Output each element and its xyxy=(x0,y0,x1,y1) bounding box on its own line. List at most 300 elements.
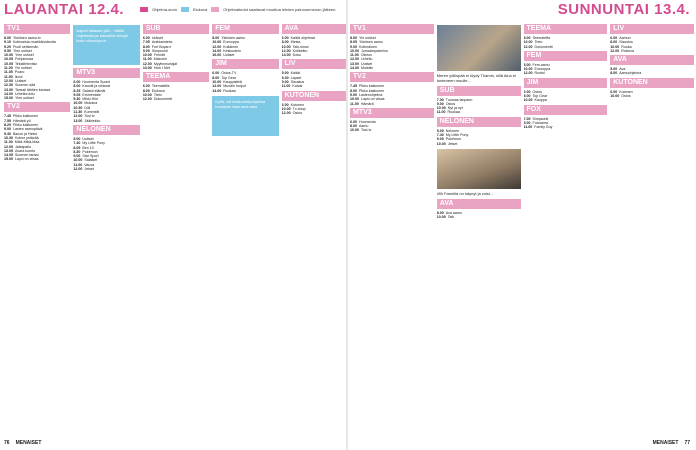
program-time: 8.00 xyxy=(610,71,618,76)
program-time: 14.00 xyxy=(212,88,222,93)
program-time: 9.00 xyxy=(350,92,357,97)
program-time: 6.00 xyxy=(212,71,220,76)
program-row xyxy=(524,71,608,75)
program-title: Kutonen xyxy=(619,89,633,94)
program-title: Fort Boyard xyxy=(151,44,171,49)
program-title: Tosi-tv xyxy=(361,128,372,133)
channel-header: AVA xyxy=(282,24,348,34)
legend xyxy=(140,7,348,12)
program-time: 10.00 xyxy=(142,92,152,97)
program-title: Kuivat xyxy=(292,84,303,89)
right-columns xyxy=(350,22,694,434)
program-time: 7.00 xyxy=(436,97,444,102)
program-time: 10.00 xyxy=(142,53,152,58)
program-title: Top Gear xyxy=(221,75,237,80)
program-time: 8.30 xyxy=(281,75,289,80)
program-title: Talk-show xyxy=(292,44,309,49)
program-time: 11.50 xyxy=(4,74,13,79)
program-time: 8.00 xyxy=(350,88,357,93)
channel-header: AVA xyxy=(610,55,694,65)
program-time: 8.00 xyxy=(523,36,531,40)
program-time: 10.00 xyxy=(212,80,222,85)
program-title: Teemaleffa xyxy=(151,84,170,89)
program-title: Kotimainen xyxy=(359,44,377,49)
program-title: Suomen sää xyxy=(15,83,36,88)
program-title: Sisustus xyxy=(290,80,305,85)
program-title: Keskustelu xyxy=(223,48,241,53)
program-title: Ylen uutiset xyxy=(15,96,34,101)
program-title: Lapsi on viisas xyxy=(15,157,39,162)
program-row xyxy=(350,128,434,132)
program-time: 8.25 xyxy=(73,88,81,93)
program-title: Yle uutiset xyxy=(14,66,32,71)
program-row xyxy=(73,167,139,171)
program-title: Fem aamu xyxy=(532,62,550,67)
program-title: Kummelit xyxy=(84,110,100,115)
channel-header: LIV xyxy=(282,59,348,69)
program-time: 13.00 xyxy=(142,66,152,71)
program-time: 11.00 xyxy=(142,57,152,62)
program-title: Pikku kakkonen xyxy=(359,88,385,93)
channel-header: KUTONEN xyxy=(282,91,348,101)
channel-header: JIM xyxy=(524,78,608,88)
program-title: Ruokaa xyxy=(223,88,236,93)
photo-caption: Meren yöllispää ei löydy Thamin, sillä Aino ei tunteneen muulle... xyxy=(436,73,517,83)
program-time: 6.00 xyxy=(281,102,289,107)
program-row xyxy=(143,66,209,70)
program-title: Ben 10 xyxy=(82,145,94,150)
channel-header: FOX xyxy=(524,105,608,115)
program-title: Ikoni xyxy=(14,74,23,79)
program-time: 11.00 xyxy=(523,125,533,130)
program-time: 9.00 xyxy=(436,101,444,106)
program-title: Ostos xyxy=(621,94,631,99)
photo xyxy=(437,149,521,189)
program-title: My Little Pony xyxy=(445,133,469,138)
program-time: 12.00 xyxy=(4,144,13,149)
program-title: Pikku kakkonen xyxy=(13,123,39,128)
program-time: 15.00 xyxy=(4,96,13,101)
program-title: Pikku kakkonen xyxy=(359,84,385,89)
program-time: 11.05 xyxy=(4,70,13,75)
program-title: Hämärä xyxy=(360,101,374,106)
channel-header: KUTONEN xyxy=(610,78,694,88)
program-title: Hämärä yö xyxy=(13,118,31,123)
program-time: 7.00 xyxy=(523,116,531,121)
program-title: Suomen tanssi xyxy=(15,153,39,158)
program-title: Salatut elämät xyxy=(82,88,106,93)
program-title: Avara luonto xyxy=(15,148,36,153)
program-title: Ava aamu xyxy=(445,210,462,215)
magazine-name: MENAISET xyxy=(652,440,679,446)
program-time: 6.00 xyxy=(523,89,531,94)
program-title: Uutiset xyxy=(151,36,163,40)
channel-header: NELONEN xyxy=(437,117,521,127)
program-time: 11.00 xyxy=(281,84,291,89)
program-time: 10.00 xyxy=(350,48,359,53)
program-title: Jääkiekko xyxy=(84,118,101,123)
program-time: 9.00 xyxy=(4,127,11,132)
program-time: 8.00 xyxy=(281,40,289,45)
program-time: 6.00 xyxy=(281,36,289,40)
program-title: Simpsonit xyxy=(532,116,549,121)
program-time: 7.55 xyxy=(4,118,11,123)
program-time: 9.00 xyxy=(523,120,531,125)
photo xyxy=(437,25,521,71)
program-time: 10.00 xyxy=(523,40,533,45)
program-title: Uutiset xyxy=(82,136,94,141)
program-title: Family Guy xyxy=(534,125,553,130)
program-title: Tv-shop xyxy=(292,106,306,111)
program-time: 7.40 xyxy=(436,133,444,138)
program-title: Puoli seitsemän xyxy=(13,44,39,49)
photo-caption: Villi Farmilla on käynyt ja voisi... xyxy=(436,190,494,196)
program-time: 12.00 xyxy=(610,48,620,53)
program-title: Top Gear xyxy=(532,94,548,99)
magazine-name: MENAISET xyxy=(15,440,42,446)
program-title: Bacon ja Helmi xyxy=(13,131,38,136)
program-time: 11.30 xyxy=(73,110,83,115)
program-row xyxy=(212,53,278,57)
program-title: Ruotsi xyxy=(534,71,545,76)
program-time: 10.00 xyxy=(73,158,83,163)
program-title: Jalkapallo xyxy=(15,144,31,149)
program-time: 10.00 xyxy=(436,106,446,111)
program-row xyxy=(437,215,521,219)
channel-header: TV2 xyxy=(350,72,434,82)
program-time: 9.00 xyxy=(142,48,150,53)
program-row xyxy=(143,97,209,101)
program-row xyxy=(524,125,608,129)
program-time: 10.30 xyxy=(4,135,13,140)
program-time: 11.00 xyxy=(73,162,83,167)
program-time: 5.00 xyxy=(73,136,81,141)
program-time: 10.00 xyxy=(523,67,533,72)
legend-label: Ohjelmatiedot saattavat muuttua lehden painoonmenon jälkeen. xyxy=(223,6,337,12)
program-time: 12.00 xyxy=(73,167,83,172)
program-time: 12.00 xyxy=(281,111,291,116)
program-time: 8.00 xyxy=(142,44,150,49)
program-title: Vauva xyxy=(84,162,95,167)
page-number: 76 xyxy=(4,440,10,446)
program-time: 10.00 xyxy=(73,101,83,106)
star-swatch-icon xyxy=(211,7,219,12)
program-time: 9.20 xyxy=(4,44,11,49)
program-time: 14.00 xyxy=(4,91,13,96)
program-title: Huomenta Suomi xyxy=(82,80,111,84)
program-time: 11.00 xyxy=(350,53,359,58)
program-time: 6.00 xyxy=(73,80,81,84)
program-time: 10.05 xyxy=(4,61,13,66)
left-day-title: LAUANTAI 12.4. xyxy=(4,0,125,18)
channel-header: MTV3 xyxy=(350,108,434,118)
program-title: How I Met xyxy=(153,66,170,71)
program-title: Jumalanpalvelus xyxy=(361,48,388,53)
program-time: 11.00 xyxy=(436,110,446,115)
program-title: Tieto xyxy=(153,92,162,97)
channel-header: TEEMA xyxy=(143,72,209,82)
program-time: 9.40 xyxy=(4,131,11,136)
program-title: Lapsi on viisas xyxy=(361,97,385,102)
program-row xyxy=(610,49,694,53)
program-time: 16.00 xyxy=(212,53,222,58)
program-title: Ruokaa xyxy=(447,110,460,115)
program-title: Lapset xyxy=(290,75,302,80)
program-title: Sisustus xyxy=(619,40,633,45)
program-title: Kauppalehti xyxy=(223,80,243,85)
program-row xyxy=(524,98,608,102)
channel-header: MTV3 xyxy=(73,68,139,78)
channel-header: TV1 xyxy=(350,24,434,34)
program-title: Ostos xyxy=(532,89,542,94)
program-title: Aamu xyxy=(359,124,369,129)
program-title: Arabianranta xyxy=(151,40,173,45)
program-title: Kaikki ohjelmat xyxy=(290,36,315,40)
program-time: 10.00 xyxy=(350,128,359,133)
program-title: Tekstitelevisio xyxy=(15,61,38,66)
program-time: 11.00 xyxy=(350,101,359,106)
left-footer xyxy=(4,438,348,448)
program-time: 10.00 xyxy=(436,141,446,146)
program-time: 12.00 xyxy=(73,114,83,119)
program-time: 6.00 xyxy=(142,36,150,40)
program-row xyxy=(610,71,694,75)
program-row xyxy=(282,111,348,115)
program-time: 12.00 xyxy=(523,44,533,49)
program-title: Urheilu xyxy=(361,57,373,62)
program-time: 10.00 xyxy=(610,44,620,49)
program-title: Dokumentti xyxy=(153,97,172,102)
program-title: Pokémon xyxy=(445,137,461,142)
page-number: 77 xyxy=(684,440,690,446)
program-time: 7.40 xyxy=(73,141,81,146)
right-day-title: SUNNUNTAI 13.4. xyxy=(557,0,690,18)
program-title: Aamun xyxy=(619,36,631,40)
program-time: 6.00 xyxy=(610,36,618,40)
program-time: 10.05 xyxy=(4,57,13,62)
program-row xyxy=(437,142,521,146)
program-time: 9.00 xyxy=(281,80,289,85)
program-row xyxy=(282,53,348,57)
program-row xyxy=(524,45,608,49)
program-time: 9.10 xyxy=(4,40,11,45)
program-title: Eurooppa xyxy=(223,40,239,45)
program-title: My Little Pony xyxy=(82,141,105,146)
program-time: 8.05 xyxy=(73,145,81,150)
program-title: Tieto xyxy=(534,40,543,45)
promo-box: Kyllä, vai keskusteluohjelma torstaisin taas taas taas xyxy=(212,96,278,136)
program-time: 12.00 xyxy=(142,61,152,66)
program-time: 13.00 xyxy=(4,87,13,92)
program-title: Kotimaisia musiikkivideoita xyxy=(13,40,56,45)
program-title: Ykkösen aamu-tv xyxy=(13,36,41,40)
program-time: 10.00 xyxy=(436,215,446,220)
program-time: 9.00 xyxy=(350,44,357,49)
program-title: Malcolm xyxy=(153,57,167,62)
program-row xyxy=(350,102,434,106)
program-title: Star Sport xyxy=(82,154,99,159)
program-time: 8.00 xyxy=(73,84,81,89)
program-title: Ruoka xyxy=(621,44,632,49)
promo-box: Aapeli hälaavs yllä... Näillä ohjelmalla ja kanavilla viihdyt koko viikonlopun. xyxy=(73,25,139,65)
program-time: 13.00 xyxy=(73,118,83,123)
program-title: Pikku kakkonen xyxy=(13,114,39,119)
program-time: 8.00 xyxy=(436,210,444,215)
program-title: Ykkösen aamu xyxy=(359,40,383,45)
program-time: 8.00 xyxy=(350,124,357,129)
program-title: Ostos xyxy=(445,101,456,106)
program-time: 6.00 xyxy=(350,119,357,124)
program-time: 5.00 xyxy=(281,71,289,76)
program-title: Elokuva xyxy=(151,88,165,93)
program-time: 14.00 xyxy=(281,53,291,58)
column xyxy=(212,22,278,434)
column xyxy=(282,22,348,434)
program-title: Mukana xyxy=(84,101,98,106)
column xyxy=(524,22,608,434)
program-time: 8.00 xyxy=(523,94,531,99)
program-title: Lastenohjelma xyxy=(359,92,383,97)
program-time: 8.00 xyxy=(523,62,531,67)
program-row xyxy=(350,66,434,70)
channel-header: FEM xyxy=(212,24,278,34)
program-title: Lasten aamupäivä xyxy=(13,127,43,132)
program-time: 9.05 xyxy=(73,92,81,97)
program-title: Aamuohjelma xyxy=(619,71,642,76)
program-time: 13.05 xyxy=(4,148,13,153)
program-time: 12.00 xyxy=(523,71,533,76)
program-title: Simpsonit xyxy=(151,48,168,53)
channel-header: FEM xyxy=(524,51,608,61)
program-time: 10.00 xyxy=(610,94,620,99)
program-time: 10.00 xyxy=(281,106,291,111)
program-title: Muistiin xyxy=(361,66,374,71)
program-time: 9.00 xyxy=(436,137,444,142)
left-page xyxy=(4,0,348,450)
right-footer xyxy=(350,438,694,448)
program-time: 12.30 xyxy=(4,83,13,88)
channel-header: TV2 xyxy=(4,102,70,112)
program-title: Mikki Hiiri xyxy=(82,97,98,102)
program-time: 8.00 xyxy=(4,36,11,40)
program-title: Salaiset xyxy=(84,158,98,163)
left-header xyxy=(4,0,348,18)
program-row xyxy=(437,110,521,114)
program-row xyxy=(4,157,70,161)
program-row xyxy=(282,84,348,88)
program-title: Talk xyxy=(447,215,455,220)
program-time: 8.20 xyxy=(4,123,11,128)
program-time: 10.00 xyxy=(212,40,222,45)
program-time: 14.05 xyxy=(4,153,13,158)
program-title: Kauniit ja rohkeat xyxy=(82,84,111,89)
program-title: Ostos-TV xyxy=(221,71,237,76)
program-title: Urheiluruutu xyxy=(15,91,35,96)
program-time: 9.50 xyxy=(4,48,11,53)
program-title: Yle uutiset xyxy=(359,36,376,40)
program-title: Mesta xyxy=(290,40,301,45)
column xyxy=(350,22,434,434)
program-time: 12.00 xyxy=(212,44,222,49)
program-time: 6.00 xyxy=(142,84,150,89)
program-title: Ava xyxy=(619,67,626,72)
program-title: Huomenta xyxy=(359,119,376,124)
program-title: Nyt ja nyt xyxy=(447,106,463,111)
left-columns xyxy=(4,22,348,434)
program-time: 10.00 xyxy=(350,97,359,102)
channel-header: TEEMA xyxy=(524,24,608,34)
legend-label: Ohjelma-arvio xyxy=(152,6,177,12)
program-time: 9.30 xyxy=(73,97,81,102)
channel-header: LIV xyxy=(610,24,694,34)
program-time: 12.00 xyxy=(281,48,291,53)
program-title: Kaikki xyxy=(290,71,301,76)
program-time: 8.00 xyxy=(212,75,220,80)
right-header xyxy=(350,0,694,18)
program-time: 11.00 xyxy=(4,140,13,145)
program-time: 8.00 xyxy=(212,36,220,40)
program-time: 8.05 xyxy=(350,40,357,45)
program-row xyxy=(212,89,278,93)
program-title: Frendit xyxy=(153,53,165,58)
program-title: Myytinmurtajat xyxy=(153,61,178,66)
program-title: Kutonen xyxy=(290,102,305,107)
program-title: Jetset xyxy=(447,141,458,146)
program-time: 12.00 xyxy=(212,84,222,89)
program-title: Tosi tv xyxy=(84,114,95,119)
gutter xyxy=(346,0,348,450)
program-title: Dokumentti xyxy=(534,44,553,49)
program-row xyxy=(610,94,694,98)
program-time: 7.45 xyxy=(350,84,357,89)
program-time: 14.00 xyxy=(212,48,222,53)
program-time: 13.00 xyxy=(350,61,359,66)
program-time: 12.00 xyxy=(4,78,13,83)
program-title: Futurama xyxy=(532,120,548,125)
program-time: 6.00 xyxy=(610,89,618,94)
program-time: 10.00 xyxy=(281,44,291,49)
channel-header: AVA xyxy=(437,199,521,209)
program-time: 8.30 xyxy=(73,149,81,154)
column xyxy=(73,22,139,434)
program-title: Pokémon xyxy=(82,149,98,154)
program-time: 10.00 xyxy=(4,53,13,58)
program-title: Tuomas lanpaon xyxy=(445,97,473,102)
channel-header: NELONEN xyxy=(73,125,139,135)
legend-label: Elokuva xyxy=(192,6,208,12)
program-time: 7.45 xyxy=(4,114,11,119)
program-title: Ylen uutiset xyxy=(15,53,34,58)
program-time: 11.00 xyxy=(4,66,13,71)
program-time: 5.00 xyxy=(436,128,444,133)
program-title: Teemaleffa xyxy=(532,36,551,40)
program-row xyxy=(73,119,139,123)
channel-header: SUB xyxy=(437,86,521,96)
program-title: Kauppa xyxy=(534,98,547,103)
program-title: Nelonen xyxy=(445,128,460,133)
column xyxy=(4,22,70,434)
program-time: 12.00 xyxy=(142,97,152,102)
program-title: Kotikeitto xyxy=(292,48,308,53)
program-title: Mikä-Mikä-Maa xyxy=(14,140,40,145)
program-time: 7.05 xyxy=(142,40,150,45)
program-time: 8.00 xyxy=(610,40,618,45)
program-title: Eurooppa xyxy=(534,67,551,72)
program-time: 10.30 xyxy=(73,105,83,110)
program-title: Tanssii tähtien kanssa xyxy=(15,87,51,92)
program-time: 5.00 xyxy=(610,67,618,72)
channel-header: SUB xyxy=(143,24,209,34)
